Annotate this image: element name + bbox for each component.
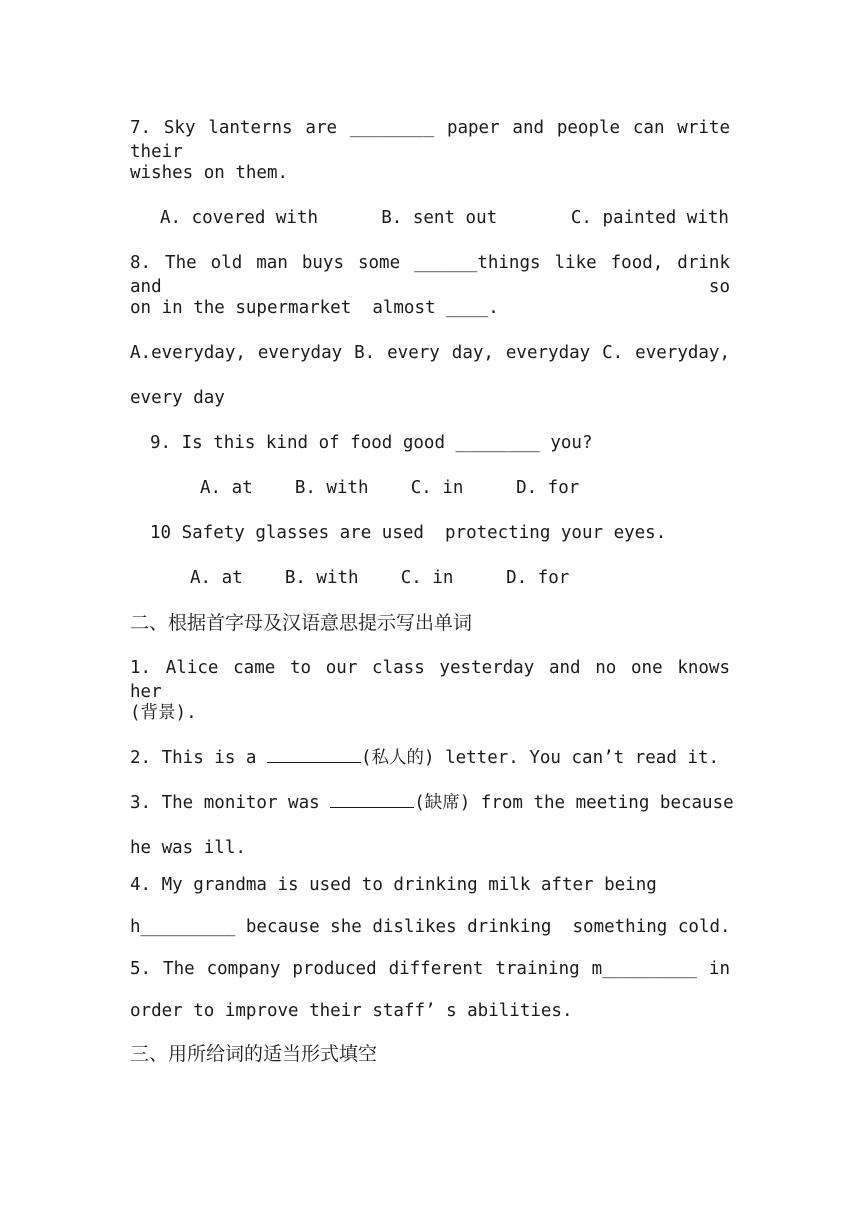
s2-item3-suffix: (缺席) from the meeting because [414,793,734,813]
q10-options: A. at B. with C. in D. for [190,568,570,588]
q7-options: A. covered with B. sent out C. painted with [160,208,729,228]
q8-options-line2: every day [130,388,225,408]
s2-item2-blank [267,746,361,763]
s2-item1-line2: (背景). [130,703,197,723]
s2-item5-line1: 5. The company produced different training m_________ in [130,959,730,979]
s2-item1-line1: 1. Alice came to our class yesterday and no one knows her [130,658,730,702]
q7-line2: wishes on them. [130,163,289,183]
s2-item2-suffix: (私人的) letter. You can’t read it. [360,748,720,768]
s2-item2-line [130,746,730,770]
s2-item4-line2: h_________ because she dislikes drinking something cold. [130,917,731,937]
s2-item2-prefix: 2. This is a [130,748,267,768]
s2-item3-line2: he was ill. [130,838,246,858]
q8-line1: 8. The old man buys some ______things like food, drink and so [130,253,730,297]
q9-options: A. at B. with C. in D. for [200,478,580,498]
s2-item5-line2: order to improve their staff’ s abilities. [130,1001,573,1021]
s2-item3-blank [330,791,414,808]
q8-options-line1: A.everyday, everyday B. every day, everyday C. everyday, [130,343,730,363]
q9-line1: 9. Is this kind of food good ________ you? [150,433,593,453]
q10-line1: 10 Safety glasses are used protecting your eyes. [150,523,667,543]
q8-line2: on in the supermarket almost ____. [130,298,499,318]
s2-item4-line1: 4. My grandma is used to drinking milk after being [130,875,657,895]
s2-item3-line1 [130,791,734,815]
section2-heading: 二、根据首字母及汉语意思提示写出单词 [130,612,473,634]
s2-item3-prefix: 3. The monitor was [130,793,331,813]
section3-heading: 三、用所给词的适当形式填空 [130,1043,378,1065]
q7-line1: 7. Sky lanterns are ________ paper and people can write their [130,118,730,162]
